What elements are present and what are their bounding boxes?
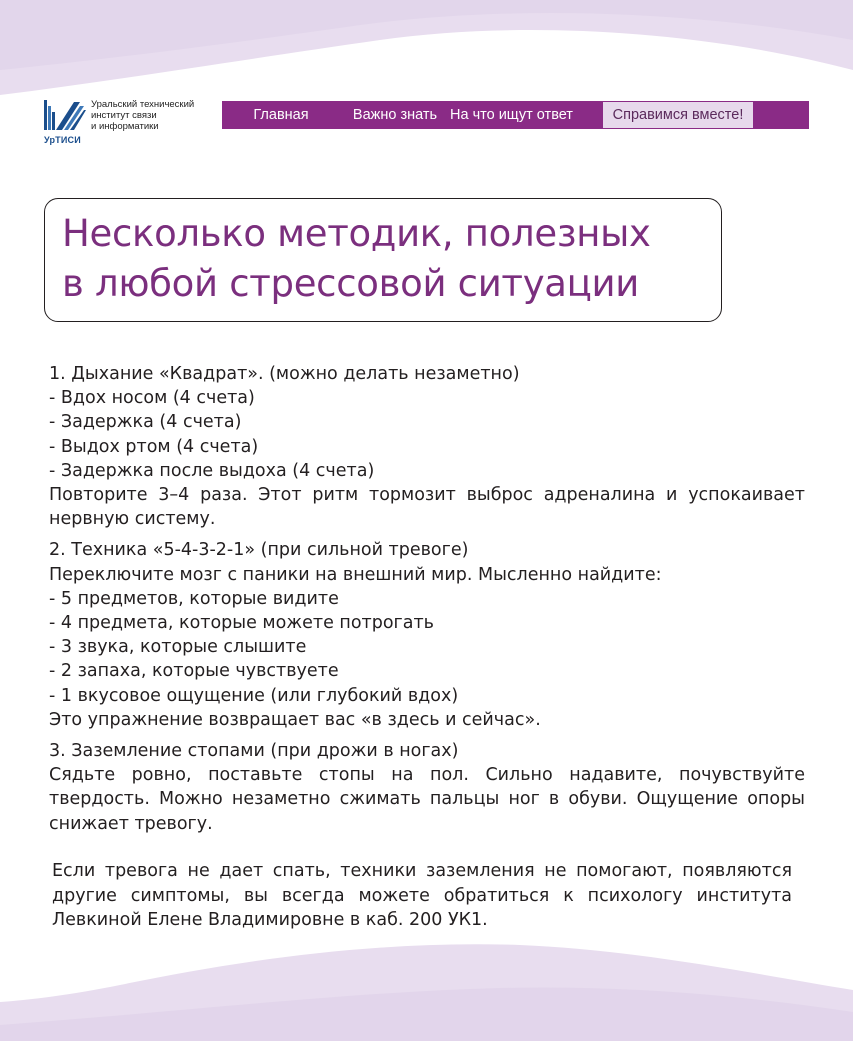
nav-item-home[interactable]: Главная [253,107,309,123]
title-frame [44,198,722,322]
section-paragraph: Повторите 3–4 раза. Этот ритм тормозит выброс адреналина и успокаивает нервную систему. [49,485,805,530]
section-heading: 2. Техника «5-4-3-2-1» (при сильной тревоге) [49,540,469,561]
list-item: - 4 предмета, которые можете потрогать [49,613,434,634]
list-item: - Задержка (4 счета) [49,412,242,433]
list-item: - Выдох ртом (4 счета) [49,436,259,457]
technique-54321 [49,538,805,732]
logo[interactable] [44,98,222,148]
section-paragraph: Сядьте ровно, поставьте стопы на пол. Сильно надавите, почувствуйте твердость. Можно незаметно сжимать пальцы ног в обуви. Ощущение опоры снижает тревогу. [49,765,805,834]
section-paragraph: Это упражнение возвращает вас «в здесь и сейчас». [49,709,541,730]
page-title: Несколько методик, полезных в любой стрессовой ситуации [62,212,651,305]
nav-item-together[interactable]: Справимся вместе! [602,101,754,129]
section-intro: Переключите мозг с паники на внешний мир. Мысленно найдите: [49,564,662,585]
list-item: - 1 вкусовое ощущение (или глубокий вдох) [49,685,459,706]
list-item: - Вдох носом (4 счета) [49,388,255,409]
technique-square-breathing [49,362,805,531]
main-navigation [222,101,809,129]
section-heading: 1. Дыхание «Квадрат». (можно делать незаметно) [49,364,520,384]
nav-item-answers[interactable]: На что ищут ответ [450,107,573,123]
technique-grounding [49,739,805,836]
techniques-list [49,362,805,843]
nav-item-important[interactable]: Важно знать [352,107,438,123]
psychologist-contact-note: Если тревога не дает спать, техники заземления не помогают, появляются другие симптомы, вы всегда можете обратиться к психологу института Левкиной Елене Владимировне в каб. 200 УК1. [52,861,792,931]
list-item: - 5 предметов, которые видите [49,588,339,609]
logo-abbreviation: УрТИСИ [44,135,81,145]
institute-emblem-icon [44,98,86,138]
list-item: - 2 запаха, которые чувствуете [49,661,339,682]
logo-institute-name: Уральский технический институт связи и информатики [91,99,195,132]
list-item: - Задержка после выдоха (4 счета) [49,460,375,481]
list-item: - 3 звука, которые слышите [49,637,307,658]
section-heading: 3. Заземление стопами (при дрожи в ногах) [49,741,459,762]
